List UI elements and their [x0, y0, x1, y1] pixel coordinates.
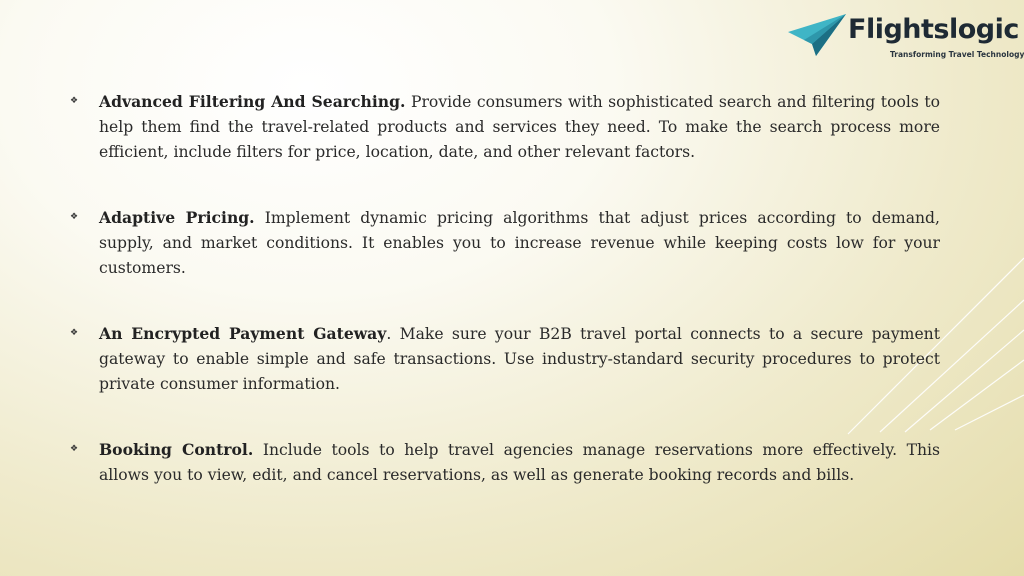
item-text: Include tools to help travel agencies manage reservations more effectively. This allows you to view, edit, and cancel reservations, as well as generate booking records and bills.: [99, 441, 941, 484]
item-title: Booking Control.: [99, 440, 254, 459]
item-title: An Encrypted Payment Gateway: [99, 324, 387, 343]
item-text: Provide consumers with sophisticated search and filtering tools to help them find the travel-related products and services they need. To make the search process more efficient, include filters for price, location, date, and other relevant factors.: [99, 93, 940, 161]
diamond-bullet-icon: ❖: [70, 328, 79, 338]
item-title: Advanced Filtering And Searching.: [99, 92, 406, 111]
list-item: [70, 437, 940, 488]
feature-list: [70, 89, 940, 488]
list-item: [70, 89, 940, 165]
item-text: . Make sure your B2B travel portal connects to a secure payment gateway to enable simple and safe transactions. Use industry-standard security procedures to protect private consumer information.: [99, 325, 940, 393]
list-item: [70, 321, 940, 397]
flightslogic-logo[interactable]: [786, 10, 1024, 64]
diamond-bullet-icon: ❖: [70, 444, 79, 454]
diamond-bullet-icon: ❖: [70, 96, 79, 106]
brand-name: Flightslogic: [848, 14, 1019, 45]
brand-tagline: Transforming Travel Technology: [890, 50, 1024, 59]
diamond-bullet-icon: ❖: [70, 212, 79, 222]
list-item: [70, 205, 940, 281]
item-text: Implement dynamic pricing algorithms that adjust prices according to demand, supply, and market conditions. It enables you to increase revenue while keeping costs low for your customers.: [99, 209, 940, 277]
paper-plane-icon: [786, 10, 850, 60]
item-title: Adaptive Pricing.: [99, 208, 255, 227]
